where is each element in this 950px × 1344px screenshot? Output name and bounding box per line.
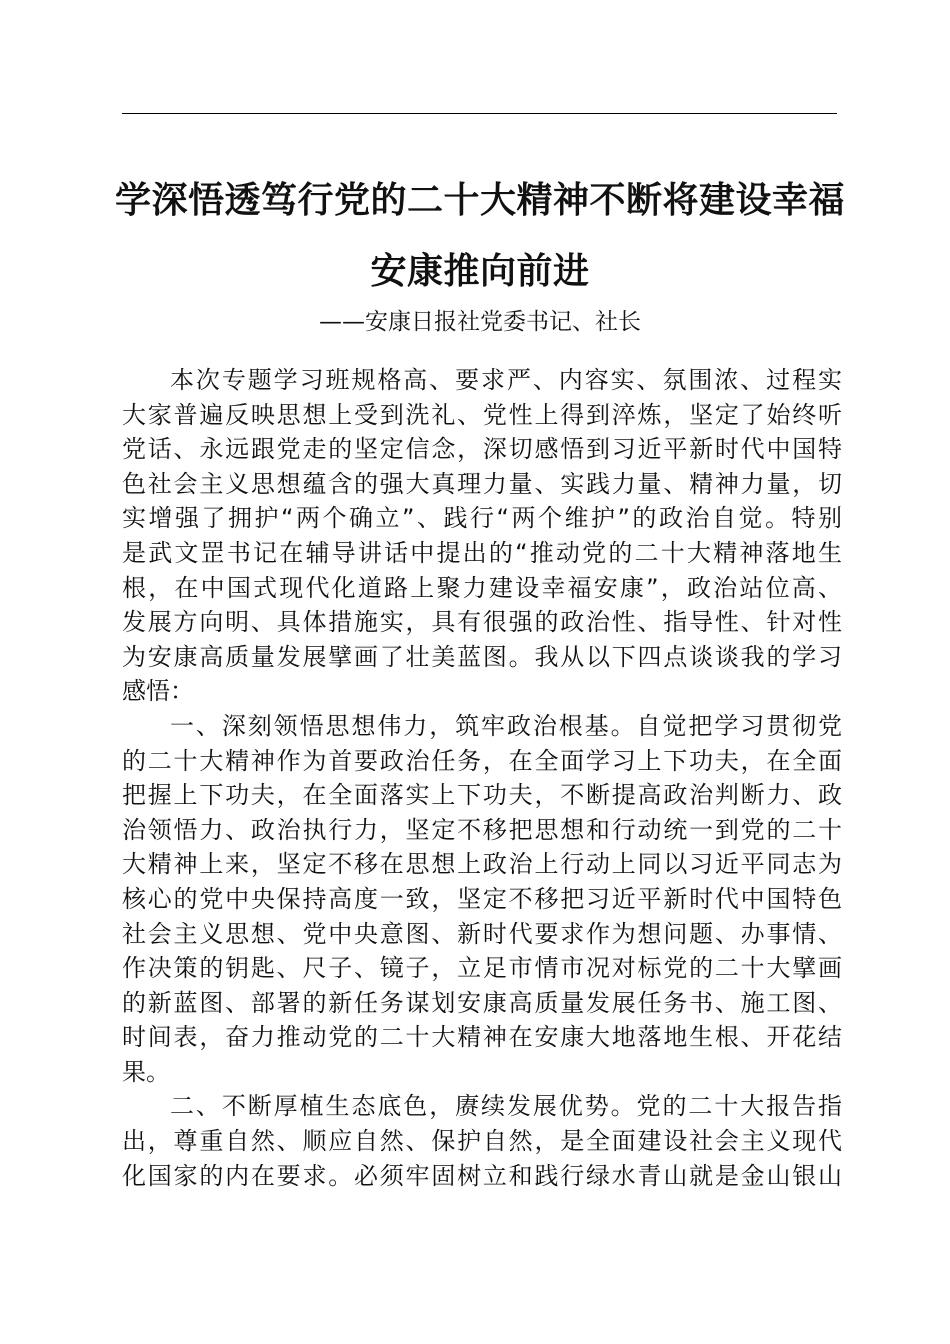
body-line: 时间表，奋力推动党的二十大精神在安康大地落地生根、开花结 (122, 1023, 842, 1052)
body-line: 化国家的内在要求。必须牢固树立和践行绿水青山就是金山银山 (122, 1161, 842, 1190)
body-line: 一、深刻领悟思想伟力，筑牢政治根基。自觉把学习贯彻党 (170, 711, 842, 740)
body-line: 实增强了拥护“两个确立”、践行“两个维护”的政治自觉。特别 (122, 504, 842, 533)
body-line: 的新蓝图、部署的新任务谋划安康高质量发展任务书、施工图、 (122, 988, 842, 1017)
document-subtitle: ——安康日报社党委书记、社长 (319, 309, 641, 335)
body-line: 把握上下功夫，在全面落实上下功夫，不断提高政治判断力、政 (122, 781, 842, 810)
body-line: 感悟： (122, 677, 194, 706)
body-line: 发展方向明、具体措施实，具有很强的政治性、指导性、针对性 (122, 608, 842, 637)
body-line: 是武文罡书记在辅导讲话中提出的“推动党的二十大精神落地生 (122, 538, 842, 567)
body-line: 作决策的钥匙、尺子、镜子，立足市情市况对标党的二十大擘画 (122, 954, 842, 983)
body-line: 根，在中国式现代化道路上聚力建设幸福安康”，政治站位高、 (122, 573, 842, 602)
document-title-line-2: 安康推向前进 (370, 251, 590, 292)
document-body (122, 363, 842, 1193)
body-line: 本次专题学习班规格高、要求严、内容实、氛围浓、过程实 (170, 366, 842, 394)
body-line: 大精神上来，坚定不移在思想上政治上行动上同以习近平同志为 (122, 850, 842, 879)
body-line: 大家普遍反映思想上受到洗礼、党性上得到淬炼，坚定了始终听 (122, 400, 842, 429)
body-line: 出，尊重自然、顺应自然、保护自然，是全面建设社会主义现代 (122, 1127, 842, 1156)
header-rule (122, 113, 837, 114)
body-line: 治领悟力、政治执行力，坚定不移把思想和行动统一到党的二十 (122, 815, 842, 844)
body-line: 社会主义思想、党中央意图、新时代要求作为想问题、办事情、 (122, 919, 842, 948)
body-line: 党话、永远跟党走的坚定信念，深切感悟到习近平新时代中国特 (122, 435, 842, 464)
document-title-line-1: 学深悟透笃行党的二十大精神不断将建设幸福 (114, 180, 845, 221)
body-line: 核心的党中央保持高度一致，坚定不移把习近平新时代中国特色 (122, 884, 842, 913)
body-line: 色社会主义思想蕴含的强大真理力量、实践力量、精神力量，切 (122, 469, 842, 498)
body-line: 二、不断厚植生态底色，赓续发展优势。党的二十大报告指 (170, 1092, 842, 1121)
body-line: 为安康高质量发展擘画了壮美蓝图。我从以下四点谈谈我的学习 (122, 642, 842, 671)
body-line: 果。 (122, 1057, 170, 1086)
body-line: 的二十大精神作为首要政治任务，在全面学习上下功夫，在全面 (122, 746, 842, 775)
